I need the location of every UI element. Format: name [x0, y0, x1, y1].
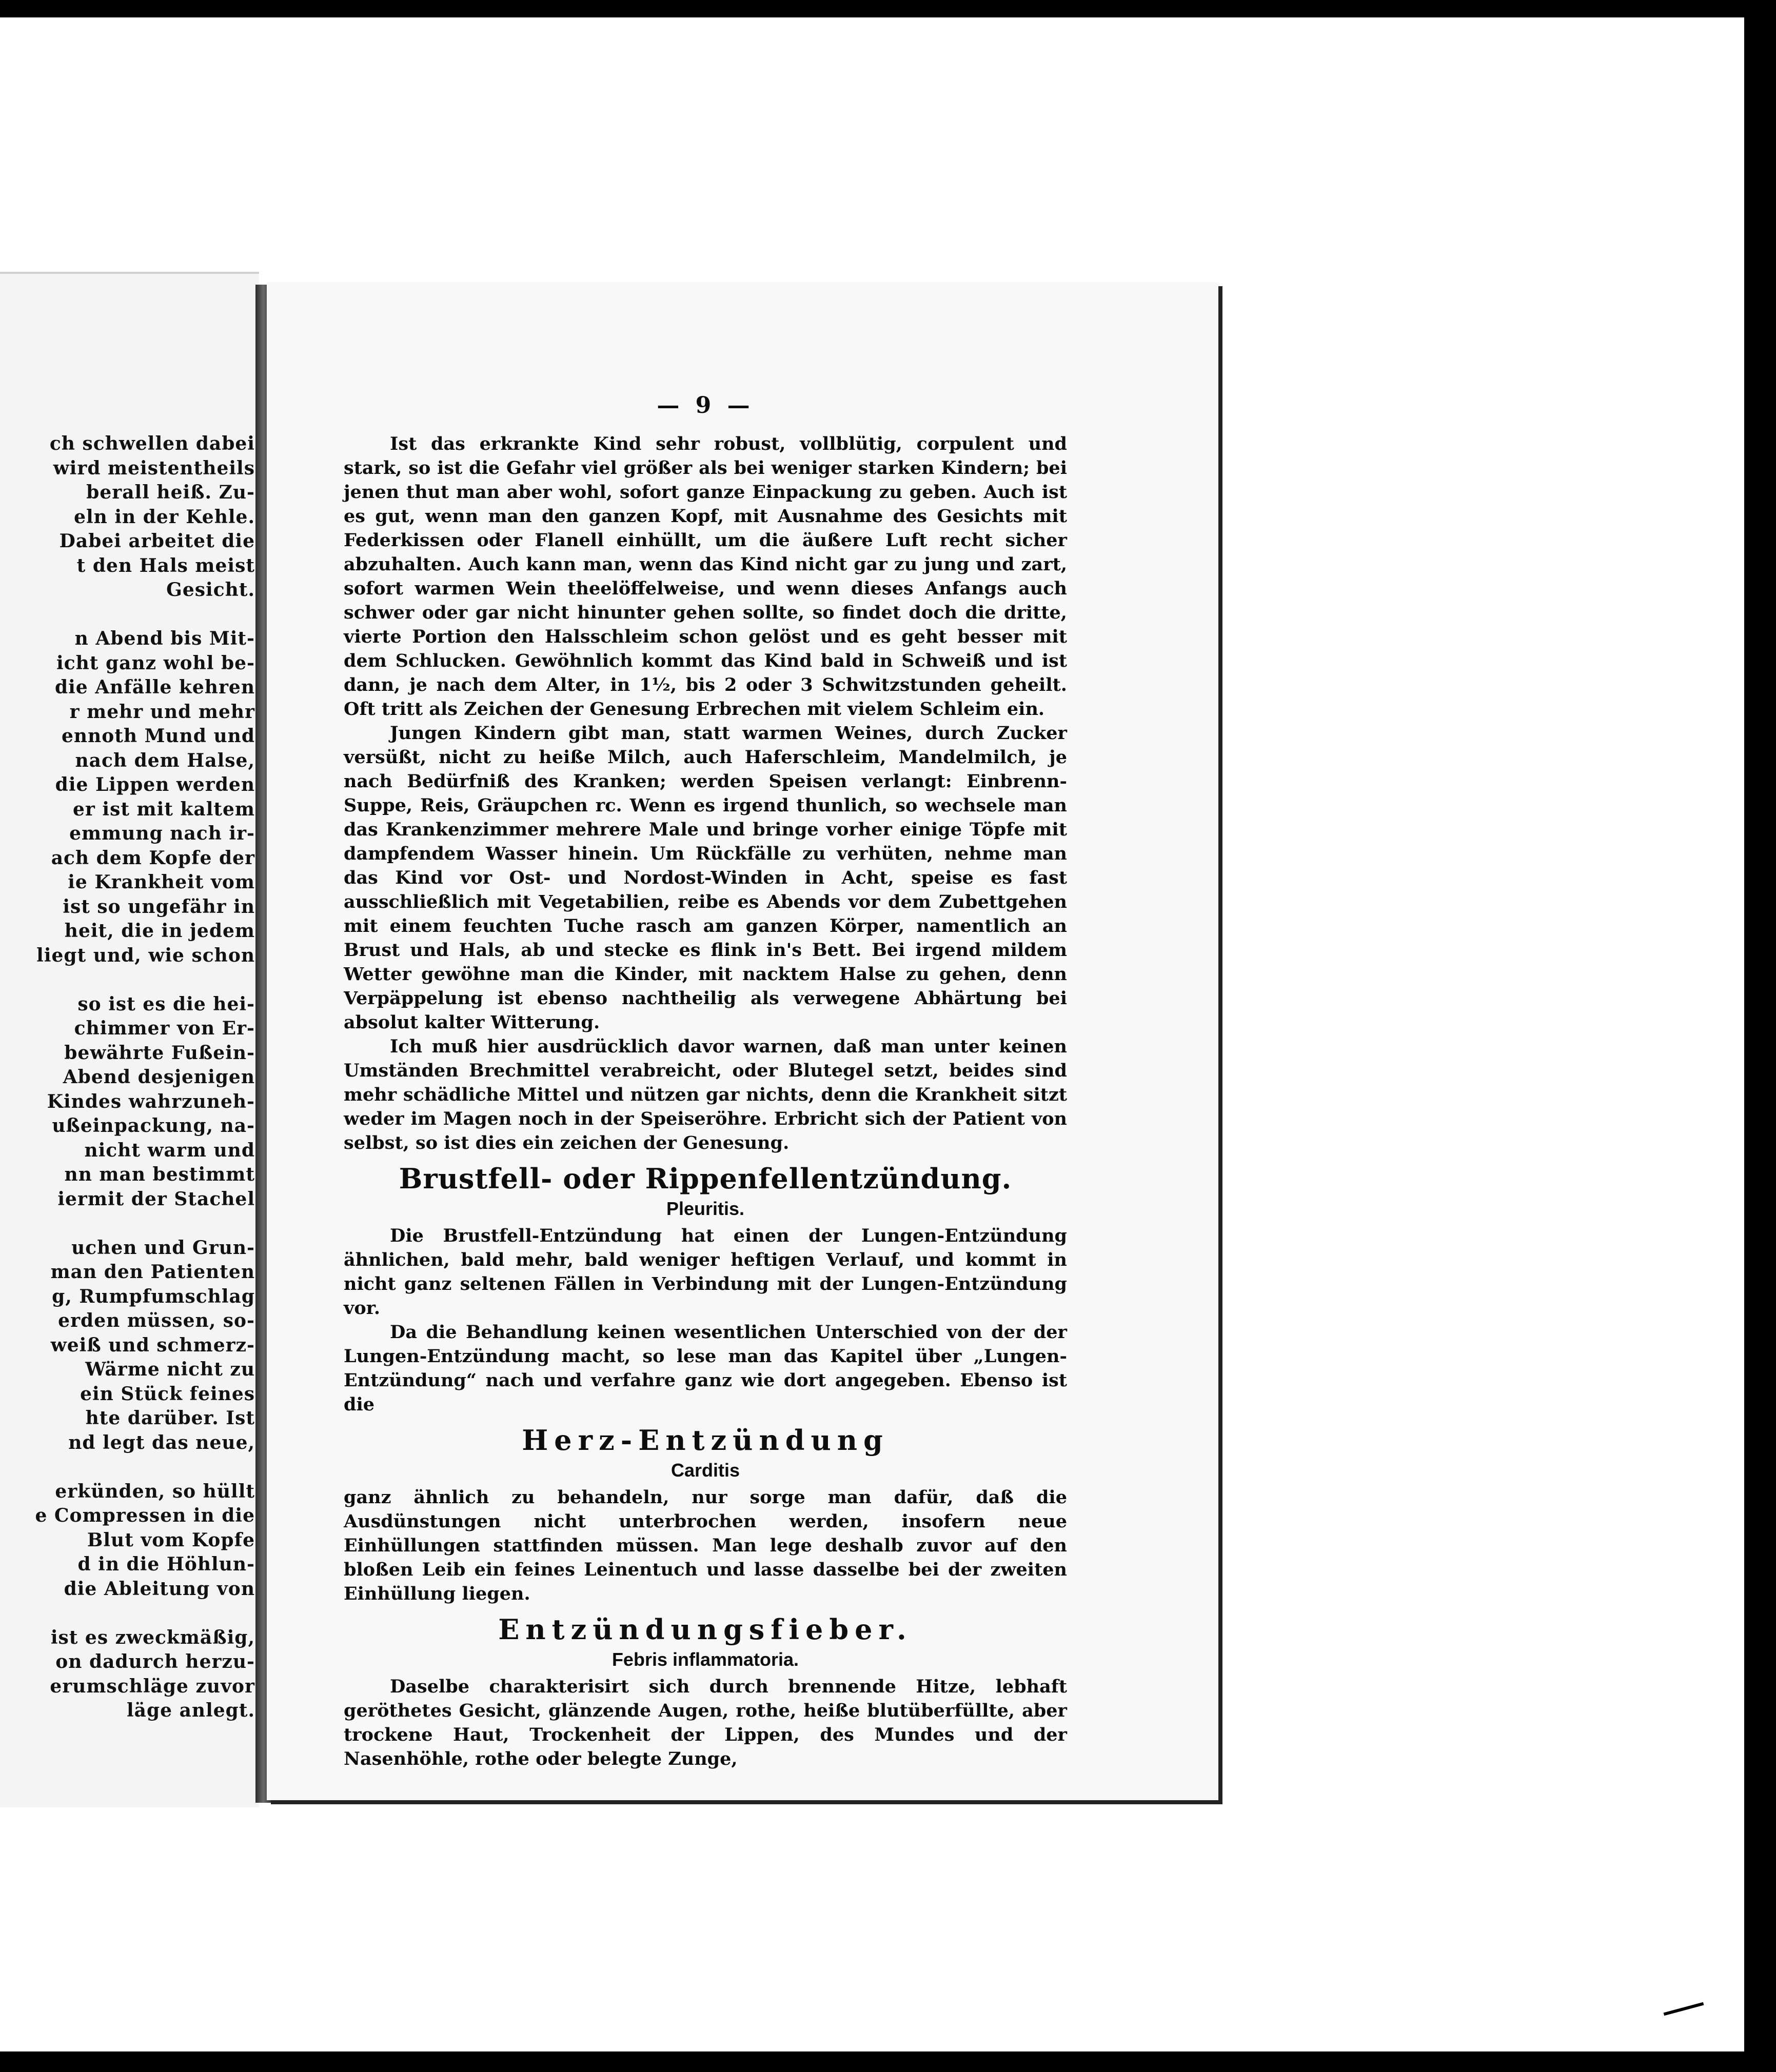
- left-page-line: Kindes wahrzuneh-: [47, 1090, 255, 1112]
- latin-febris: Febris inflammatoria.: [611, 1649, 799, 1670]
- left-page-line: wird meistentheils: [53, 457, 255, 479]
- left-page-line: icht ganz wohl be-: [56, 652, 255, 674]
- latin-carditis: Carditis: [670, 1460, 740, 1481]
- left-page-line: erkünden, so hüllt: [55, 1480, 255, 1502]
- left-page-line: erden müssen, so-: [58, 1310, 255, 1331]
- paragraph-5: Da die Behandlung keinen wesentlichen Unterschied von der der Lungen-Entzündung macht, so lese man das Kapitel über „Lungen-Entzündung“ nach und verfahre ganz wie dort angegeben. Ebenso ist die: [344, 1322, 1067, 1415]
- left-page-line: nd legt das neue,: [68, 1431, 255, 1453]
- left-page-line: ie Krankheit vom: [68, 871, 255, 893]
- left-page-line: hte darüber. Ist: [85, 1407, 255, 1429]
- scan-bottom-border: [0, 2051, 1776, 2072]
- left-page-line: n Abend bis Mit-: [74, 628, 255, 649]
- paragraph-3: Ich muß hier ausdrücklich davor warnen, daß man unter keinen Umständen Brechmittel verabreicht, oder Blutegel setzt, beides sind mehr schädliche Mittel und nützen gar nichts, denn die Krankheit sitzt weder im Magen noch in der Speiseröhre. Erbricht sich der Patient von selbst, so ist dies ein zeichen der Genesung.: [344, 1036, 1067, 1153]
- left-page-line: nn man bestimmt: [64, 1164, 255, 1185]
- page-body: [344, 392, 1067, 1771]
- left-page-line: heit, die in jedem: [64, 920, 255, 942]
- scan-top-border: [0, 0, 1776, 17]
- left-page-line: weiß und schmerz-: [50, 1334, 255, 1356]
- left-page-line: Abend desjenigen: [63, 1066, 255, 1088]
- left-page-fragment: [0, 272, 259, 1807]
- paragraph-6: ganz ähnlich zu behandeln, nur sorge man dafür, daß die Ausdünstungen nicht unterbrochen werden, insofern neue Einhüllungen stattfinden müssen. Man lege deshalb zuvor auf den bloßen Leib ein feines Leinentuch und lasse dasselbe bei der zweiten Einhüllung liegen.: [344, 1487, 1067, 1604]
- left-page-line: ist es zweckmäßig,: [50, 1626, 255, 1648]
- left-page-line: chimmer von Er-: [74, 1018, 255, 1039]
- left-page-line: on dadurch herzu-: [55, 1651, 255, 1672]
- left-page-line: Gesicht.: [166, 579, 255, 601]
- left-page-line: läge anlegt.: [126, 1700, 255, 1721]
- left-page-line: ch schwellen dabei: [49, 433, 255, 454]
- left-page-line: r mehr und mehr: [69, 701, 255, 723]
- left-page-line: e Compressen in die: [35, 1505, 255, 1526]
- scan-right-border: [1744, 0, 1776, 2072]
- paragraph-7: Daselbe charakterisirt sich durch brennende Hitze, lebhaft geröthetes Gesicht, glänzende Augen, rothe, heiße blutüberfüllte, aber trockene Haut, Trockenheit der Lippen, des Mundes und der Nasenhöhle, rothe oder belegte Zunge,: [344, 1676, 1067, 1769]
- left-page-line: ein Stück feines: [80, 1383, 255, 1405]
- left-page-line: so ist es die hei-: [77, 993, 255, 1015]
- paragraph-2: Jungen Kindern gibt man, statt warmen Weines, durch Zucker versüßt, nicht zu heiße Milch, auch Haferschleim, Mandelmilch, je nach Bedürfniß des Kranken; werden Speisen verlangt: Einbrenn-Suppe, Reis, Gräupchen rc. Wenn es irgend thunlich, so wechsele man das Krankenzimmer mehrere Male und bringe vorher einige Töpfe mit dampfendem Wasser hinein. Um Rückfälle zu verhüten, nehme man das Kind vor Ost- und Nordost-Winden in Acht, speise es fast ausschließlich mit Vegetabilien, reibe es Abends vor dem Zubettgehen mit einem feuchten Tuche rasch am ganzen Körper, namentlich an Brust und Hals, ab und stecke es flink in's Bett. Bei irgend mildem Wetter gewöhne man die Kinder, mit nacktem Halse zu gehen, denn Verpäppelung ist ebenso nachtheilig als verwegene Abhärtung bei absolut kalter Witterung.: [344, 723, 1067, 1033]
- latin-pleuritis: Pleuritis.: [666, 1198, 745, 1219]
- heading-entzuendungsfieber: Entzündungsfieber.: [498, 1613, 913, 1646]
- left-page-line: erumschläge zuvor: [50, 1675, 255, 1697]
- left-page-line: die Anfälle kehren: [54, 676, 255, 698]
- left-page-line: liegt und, wie schon: [36, 944, 255, 966]
- left-page-line: g, Rumpfumschlag: [52, 1285, 255, 1307]
- left-page-line: uchen und Grun-: [71, 1237, 255, 1259]
- left-page-line: d in die Höhlun-: [77, 1553, 255, 1575]
- paragraph-4: Die Brustfell-Entzündung hat einen der Lungen-Entzündung ähnlichen, bald mehr, bald weniger heftigen Verlauf, und kommt in nicht ganz seltenen Fällen in Verbindung mit der Lungen-Entzündung vor.: [344, 1225, 1067, 1319]
- left-page-line: Blut vom Kopfe: [87, 1529, 255, 1551]
- page-number: — 9 —: [657, 392, 754, 419]
- main-page: [267, 282, 1218, 1800]
- left-page-line: bewährte Fußein-: [64, 1042, 255, 1064]
- left-page-line: nach dem Halse,: [75, 749, 255, 771]
- left-page-line: die Lippen werden: [55, 774, 255, 795]
- left-page-line: iermit der Stachel: [57, 1188, 255, 1210]
- paragraph-1: Ist das erkrankte Kind sehr robust, vollblütig, corpulent und stark, so ist die Gefahr viel größer als bei weniger starken Kindern; bei jenen thut man aber wohl, sofort ganze Einpackung zu geben. Auch ist es gut, wenn man den ganzen Kopf, mit Ausnahme des Gesichts mit Federkissen oder Flanell einhüllt, um die äußere Luft recht sicher abzuhalten. Auch kann man, wenn das Kind nicht gar zu jung und zart, sofort warmen Wein theelöffelweise, und wenn dieses Anfangs auch schwer oder gar nicht hinunter gehen sollte, so findet doch die dritte, vierte Portion den Halsschleim schon gelöst und es geht besser mit dem Schlucken. Gewöhnlich kommt das Kind bald in Schweiß und ist dann, je nach dem Alter, in 1½, bis 2 oder 3 Schwitzstunden geheilt. Oft tritt als Zeichen der Genesung Erbrechen mit vielem Schleim ein.: [344, 433, 1067, 720]
- left-page-line: ach dem Kopfe der: [51, 847, 255, 869]
- left-page-line: Dabei arbeitet die: [59, 530, 255, 552]
- left-page-line: berall heiß. Zu-: [86, 482, 255, 503]
- left-page-line: Wärme nicht zu: [85, 1359, 255, 1380]
- heading-herz: Herz-Entzündung: [522, 1424, 889, 1457]
- left-page-line: nicht warm und: [84, 1139, 255, 1161]
- left-page-line: er ist mit kaltem: [72, 798, 255, 820]
- heading-brustfell: Brustfell- oder Rippenfellentzündung.: [399, 1162, 1012, 1195]
- left-page-line: man den Patienten: [50, 1261, 255, 1283]
- left-page-line: emmung nach ir-: [69, 823, 255, 844]
- left-page-line: ennoth Mund und: [61, 725, 255, 747]
- left-page-line: ußeinpackung, na-: [52, 1115, 255, 1137]
- left-page-line: eln in der Kehle.: [74, 506, 255, 528]
- left-page-line: die Ableitung von: [64, 1578, 255, 1600]
- left-page-line: ist so ungefähr in: [63, 895, 255, 918]
- left-page-line: t den Hals meist: [76, 554, 255, 576]
